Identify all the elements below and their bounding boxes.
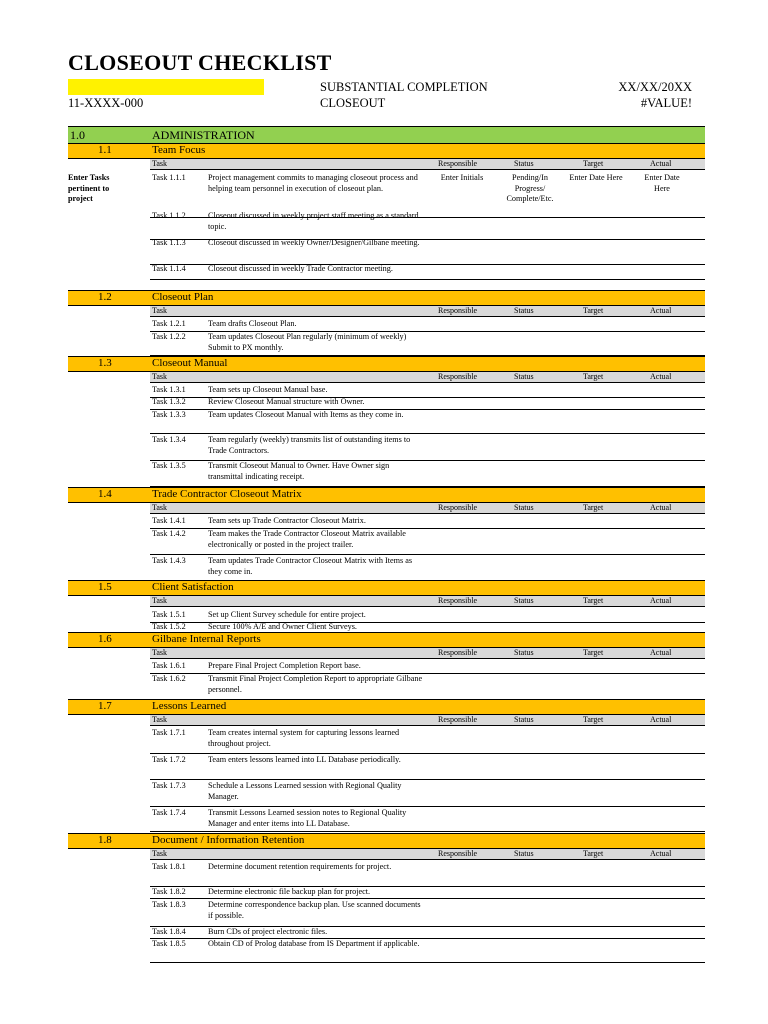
task-description: Prepare Final Project Completion Report base. [208, 661, 361, 670]
column-status: Status [514, 159, 534, 168]
project-number: 11-XXXX-000 [68, 96, 144, 110]
task-description: Set up Client Survey schedule for entire project. [208, 610, 366, 619]
task-id: Task 1.3.2 [152, 397, 186, 406]
task-description: Team creates internal system for capturing lessons learned throughout project. [208, 728, 400, 748]
subsection-title: Closeout Manual [152, 357, 228, 369]
task-id: Task 1.3.4 [152, 435, 186, 444]
task-id: Task 1.8.1 [152, 862, 186, 871]
task-id: Task 1.7.2 [152, 755, 186, 764]
task-id: Task 1.5.1 [152, 610, 186, 619]
table-row[interactable] [150, 900, 705, 927]
column-responsible: Responsible [438, 159, 478, 168]
column-status: Status [514, 503, 534, 512]
section-header [68, 126, 705, 144]
table-row[interactable] [150, 887, 705, 899]
column-task: Task [152, 503, 167, 512]
responsible-cell[interactable]: Enter Initials [440, 173, 484, 182]
task-description: Determine electronic file backup plan for project. [208, 887, 371, 896]
column-task: Task [152, 306, 167, 315]
table-row[interactable] [150, 808, 705, 832]
column-actual: Actual [650, 306, 672, 315]
task-description: Secure 100% A/E and Owner Client Surveys. [208, 622, 357, 631]
status-cell[interactable]: Pending/In Progress/ Complete/Etc. [506, 173, 554, 203]
column-actual: Actual [650, 372, 672, 381]
task-id: Task 1.3.5 [152, 461, 186, 470]
task-description: Determine document retention requirements for project. [208, 862, 392, 871]
task-id: Task 1.1.2 [152, 211, 186, 220]
column-task: Task [152, 372, 167, 381]
column-target: Target [583, 596, 604, 605]
column-header-row [150, 648, 705, 659]
subsection-header [68, 833, 705, 849]
table-row[interactable] [150, 211, 705, 240]
table-row[interactable] [150, 264, 705, 280]
subsection-title: Gilbane Internal Reports [152, 633, 261, 645]
table-row[interactable] [150, 238, 705, 265]
task-id: Task 1.7.4 [152, 808, 186, 817]
task-description: Team updates Closeout Manual with Items as they come in. [208, 410, 404, 419]
task-description: Team drafts Closeout Plan. [208, 319, 297, 328]
table-row[interactable] [150, 529, 705, 555]
subsection-header [68, 699, 705, 715]
subsection-number: 1.6 [98, 633, 112, 645]
task-id: Task 1.1.1 [152, 173, 186, 182]
column-actual: Actual [650, 596, 672, 605]
column-responsible: Responsible [438, 849, 478, 858]
task-description: Schedule a Lessons Learned session with Regional Quality Manager. [208, 781, 402, 801]
column-header-row [150, 849, 705, 860]
column-header-row [150, 503, 705, 514]
subsection-number: 1.3 [98, 357, 112, 369]
task-description: Closeout discussed in weekly Owner/Designer/Gilbane meeting. [208, 238, 420, 247]
subsection-title: Lessons Learned [152, 700, 227, 712]
task-id: Task 1.8.2 [152, 887, 186, 896]
phase-line-1: SUBSTANTIAL COMPLETION [320, 80, 488, 94]
task-id: Task 1.7.1 [152, 728, 186, 737]
subsection-number: 1.5 [98, 581, 112, 593]
column-target: Target [583, 372, 604, 381]
table-row[interactable] [150, 461, 705, 487]
actual-cell[interactable]: Enter Date Here [644, 173, 680, 193]
page-title: CLOSEOUT CHECKLIST [68, 50, 332, 75]
task-description: Transmit Closeout Manual to Owner. Have Owner sign transmittal indicating receipt. [208, 461, 390, 481]
subsection-header [68, 580, 705, 596]
table-row[interactable] [150, 728, 705, 754]
task-description: Team regularly (weekly) transmits list of outstanding items to Trade Contractors. [208, 435, 411, 455]
subsection-header [68, 356, 705, 372]
column-target: Target [583, 849, 604, 858]
task-id: Task 1.4.2 [152, 529, 186, 538]
column-header-row [150, 715, 705, 726]
table-row[interactable] [150, 661, 705, 674]
task-id: Task 1.5.2 [152, 622, 186, 631]
column-responsible: Responsible [438, 503, 478, 512]
subsection-header [68, 632, 705, 648]
column-task: Task [152, 849, 167, 858]
column-actual: Actual [650, 159, 672, 168]
task-id: Task 1.7.3 [152, 781, 186, 790]
task-id: Task 1.8.4 [152, 927, 186, 936]
task-id: Task 1.8.3 [152, 900, 186, 909]
column-responsible: Responsible [438, 306, 478, 315]
task-description: Project management commits to managing closeout process and helping team personnel in execution of closeout plan. [208, 173, 418, 193]
task-id: Task 1.2.1 [152, 319, 186, 328]
subsection-number: 1.8 [98, 834, 112, 846]
table-row[interactable] [150, 556, 705, 581]
column-responsible: Responsible [438, 648, 478, 657]
table-row[interactable] [150, 674, 705, 700]
column-target: Target [583, 503, 604, 512]
column-target: Target [583, 648, 604, 657]
column-task: Task [152, 159, 167, 168]
target-cell[interactable]: Enter Date Here [569, 173, 623, 182]
task-description: Team makes the Trade Contractor Closeout Matrix available electronically or posted in the project trailer. [208, 529, 406, 549]
table-row[interactable] [150, 397, 705, 410]
table-row[interactable] [150, 755, 705, 780]
column-header-row [150, 306, 705, 317]
table-row[interactable] [150, 781, 705, 807]
phase-line-2: CLOSEOUT [320, 96, 386, 110]
table-row[interactable] [150, 516, 705, 529]
subsection-title: Client Satisfaction [152, 581, 234, 593]
task-id: Task 1.3.3 [152, 410, 186, 419]
table-row[interactable] [150, 410, 705, 434]
column-actual: Actual [650, 849, 672, 858]
header-date: XX/XX/20XX [618, 80, 692, 94]
task-id: Task 1.4.3 [152, 556, 186, 565]
side-note: Enter Tasks pertinent to project [68, 173, 110, 203]
column-target: Target [583, 306, 604, 315]
highlight-cell[interactable] [68, 79, 264, 95]
column-status: Status [514, 648, 534, 657]
task-id: Task 1.3.1 [152, 385, 186, 394]
column-actual: Actual [650, 715, 672, 724]
subsection-number: 1.1 [98, 144, 112, 156]
subsection-title: Team Focus [152, 144, 206, 156]
column-responsible: Responsible [438, 596, 478, 605]
column-responsible: Responsible [438, 715, 478, 724]
task-description: Team sets up Closeout Manual base. [208, 385, 328, 394]
column-status: Status [514, 596, 534, 605]
column-task: Task [152, 648, 167, 657]
header-value: #VALUE! [640, 96, 692, 110]
column-status: Status [514, 306, 534, 315]
column-status: Status [514, 372, 534, 381]
table-row[interactable] [150, 939, 705, 963]
task-description: Closeout discussed in weekly Trade Contractor meeting. [208, 264, 393, 273]
task-description: Team enters lessons learned into LL Database periodically. [208, 755, 401, 764]
task-description: Obtain CD of Prolog database from IS Department if applicable. [208, 939, 420, 948]
table-row[interactable] [150, 927, 705, 939]
column-actual: Actual [650, 648, 672, 657]
subsection-header [68, 290, 705, 306]
column-actual: Actual [650, 503, 672, 512]
task-description: Team updates Closeout Plan regularly (minimum of weekly) Submit to PX monthly. [208, 332, 407, 352]
task-id: Task 1.1.3 [152, 238, 186, 247]
column-responsible: Responsible [438, 372, 478, 381]
column-task: Task [152, 596, 167, 605]
task-description: Closeout discussed in weekly project staff meeting as a standard topic. [208, 211, 419, 231]
subsection-number: 1.7 [98, 700, 112, 712]
task-id: Task 1.4.1 [152, 516, 186, 525]
subsection-title: Document / Information Retention [152, 834, 305, 846]
task-id: Task 1.1.4 [152, 264, 186, 273]
column-task: Task [152, 715, 167, 724]
subsection-number: 1.2 [98, 291, 112, 303]
table-row[interactable] [150, 319, 705, 332]
subsection-header [68, 143, 705, 159]
task-id: Task 1.6.2 [152, 674, 186, 683]
column-header-row [150, 596, 705, 607]
column-target: Target [583, 159, 604, 168]
task-description: Review Closeout Manual structure with Owner. [208, 397, 365, 406]
subsection-title: Closeout Plan [152, 291, 214, 303]
task-id: Task 1.6.1 [152, 661, 186, 670]
subsection-number: 1.4 [98, 488, 112, 500]
section-number: 1.0 [70, 128, 85, 142]
column-status: Status [514, 715, 534, 724]
subsection-header [68, 487, 705, 503]
task-id: Task 1.8.5 [152, 939, 186, 948]
task-description: Burn CDs of project electronic files. [208, 927, 328, 936]
task-description: Transmit Lessons Learned session notes to Regional Quality Manager and enter items into LL Database. [208, 808, 407, 828]
task-description: Determine correspondence backup plan. Use scanned documents if possible. [208, 900, 421, 920]
section-title: ADMINISTRATION [152, 128, 255, 142]
column-target: Target [583, 715, 604, 724]
task-id: Task 1.2.2 [152, 332, 186, 341]
table-row[interactable] [150, 435, 705, 461]
task-description: Team sets up Trade Contractor Closeout Matrix. [208, 516, 366, 525]
subsection-title: Trade Contractor Closeout Matrix [152, 488, 302, 500]
table-row[interactable] [150, 862, 705, 887]
column-header-row [150, 159, 705, 170]
task-description: Team updates Trade Contractor Closeout Matrix with Items as they come in. [208, 556, 413, 576]
column-status: Status [514, 849, 534, 858]
table-row[interactable] [150, 332, 705, 356]
task-description: Transmit Final Project Completion Report to appropriate Gilbane personnel. [208, 674, 423, 694]
column-header-row [150, 372, 705, 383]
